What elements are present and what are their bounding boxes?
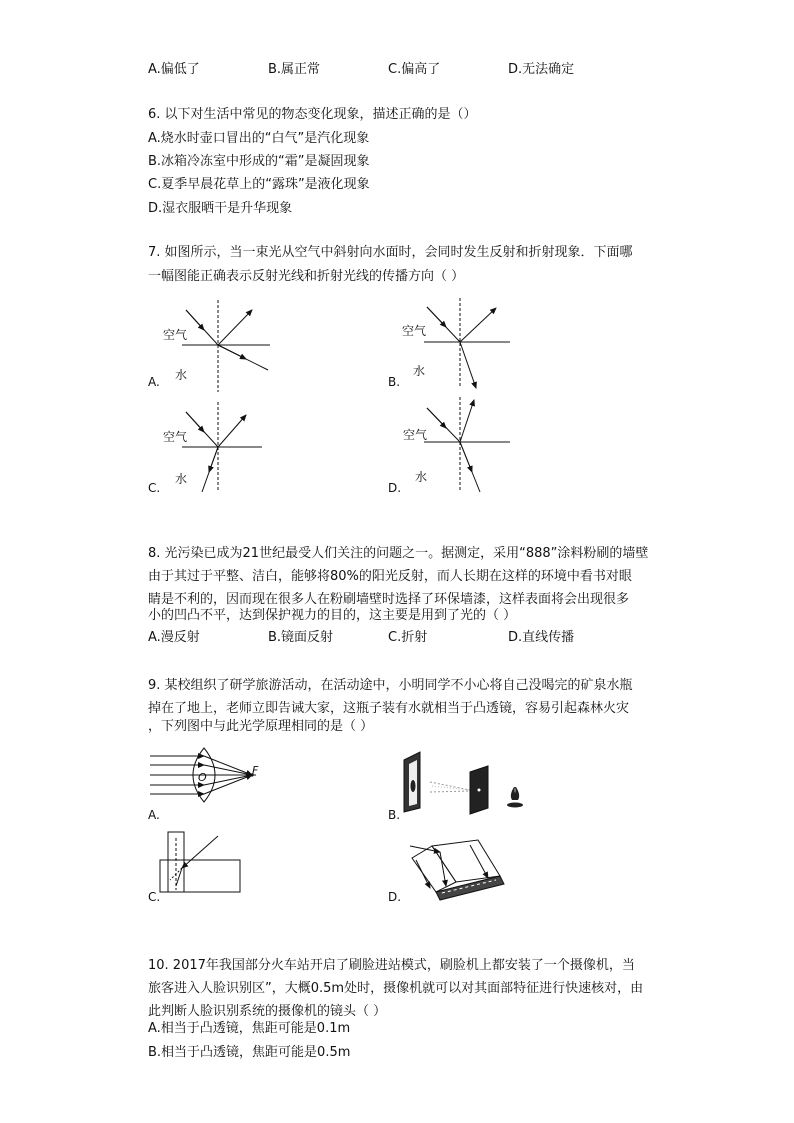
q8-option-c: C.折射 [388, 630, 428, 645]
q6-option-c: C.夏季早晨花草上的“露珠”是液化现象 [148, 177, 370, 192]
q9-label-d: D. [388, 890, 402, 904]
q10-option-a: A.相当于凸透镜，焦距可能是0.1m [148, 1021, 351, 1036]
q9-label-c: C. [148, 890, 161, 904]
q8-option-a: A.漫反射 [148, 630, 200, 645]
q7-a-water-label: 水 [175, 368, 188, 382]
q6-option-a: A.烧水时壶口冒出的“白气”是汽化现象 [148, 131, 370, 146]
q9-lens-center-label: O [198, 771, 207, 784]
q5-option-a: A.偏低了 [148, 62, 200, 77]
q7-label-c: C. [148, 481, 161, 495]
q7-d-water-label: 水 [415, 470, 428, 484]
q7-c-air-label: 空气 [163, 430, 188, 444]
q5-option-d: D.无法确定 [508, 62, 575, 77]
q7-c-water-label: 水 [175, 472, 188, 486]
q10-stem-line-2: 旅客进入人脸识别区”，大概0.5m处时，摄像机就可以对其面部特征进行快速核对，由 [148, 981, 644, 996]
q7-b-water-label: 水 [413, 364, 426, 378]
q10-stem-line-1: 10. 2017年我国部分火车站开启了刷脸进站模式，刷脸机上都安装了一个摄像机，当 [148, 958, 635, 973]
q5-option-c: C.偏高了 [388, 62, 441, 77]
q10-option-b: B.相当于凸透镜，焦距可能是0.5m [148, 1045, 351, 1060]
q6-stem: 6. 以下对生活中常见的物态变化现象，描述正确的是（） [148, 107, 477, 122]
q9-lens-focus-label: F [252, 764, 259, 777]
q9-stem-line-3: ，下列图中与此光学原理相同的是（ ） [148, 719, 374, 734]
q6-option-d: D.湿衣服晒干是升华现象 [148, 201, 293, 216]
q9-stem-line-1: 9. 某校组织了研学旅游活动，在活动途中，小明同学不小心将自己没喝完的矿泉水瓶 [148, 678, 633, 693]
q7-label-b: B. [388, 375, 401, 389]
q7-stem-line-2: 一幅图能正确表示反射光线和折射光线的传播方向（ ） [148, 269, 465, 284]
q7-b-air-label: 空气 [402, 324, 427, 338]
q7-label-d: D. [388, 481, 402, 495]
q7-stem-line-1: 7. 如图所示，当一束光从空气中斜射向水面时，会同时发生反射和折射现象．下面哪 [148, 245, 633, 260]
q7-label-a: A. [148, 375, 160, 389]
q5-option-b: B.属正常 [268, 62, 321, 77]
q6-option-b: B.冰箱冷冻室中形成的“霜”是凝固现象 [148, 154, 370, 169]
q7-a-air-label: 空气 [163, 328, 188, 342]
q9-label-a: A. [148, 808, 160, 822]
q7-d-air-label: 空气 [403, 428, 428, 442]
q10-stem-line-3: 此判断人脸识别系统的摄像机的镜头（ ） [148, 1004, 387, 1019]
q8-stem-line-1: 8. 光污染已成为21世纪最受人们关注的问题之一。据测定，采用“888”涂料粉刷的墙壁 [148, 546, 649, 561]
q8-stem-line-2: 由于其过于平整、洁白，能够将80%的阳光反射，而人长期在这样的环境中看书对眼 [148, 569, 632, 584]
q8-stem-line-4: 小的凹凸不平，达到保护视力的目的，这主要是用到了光的（ ） [148, 608, 517, 623]
q8-option-b: B.镜面反射 [268, 630, 334, 645]
q8-stem-line-3: 睛是不利的，因而现在很多人在粉刷墙壁时选择了环保墙漆，这样表面将会出现很多 [148, 592, 630, 607]
q8-option-d: D.直线传播 [508, 630, 575, 645]
q9-label-b: B. [388, 808, 401, 822]
q9-stem-line-2: 掉在了地上，老师立即告诫大家，这瓶子装有水就相当于凸透镜，容易引起森林火灾 [148, 701, 630, 716]
